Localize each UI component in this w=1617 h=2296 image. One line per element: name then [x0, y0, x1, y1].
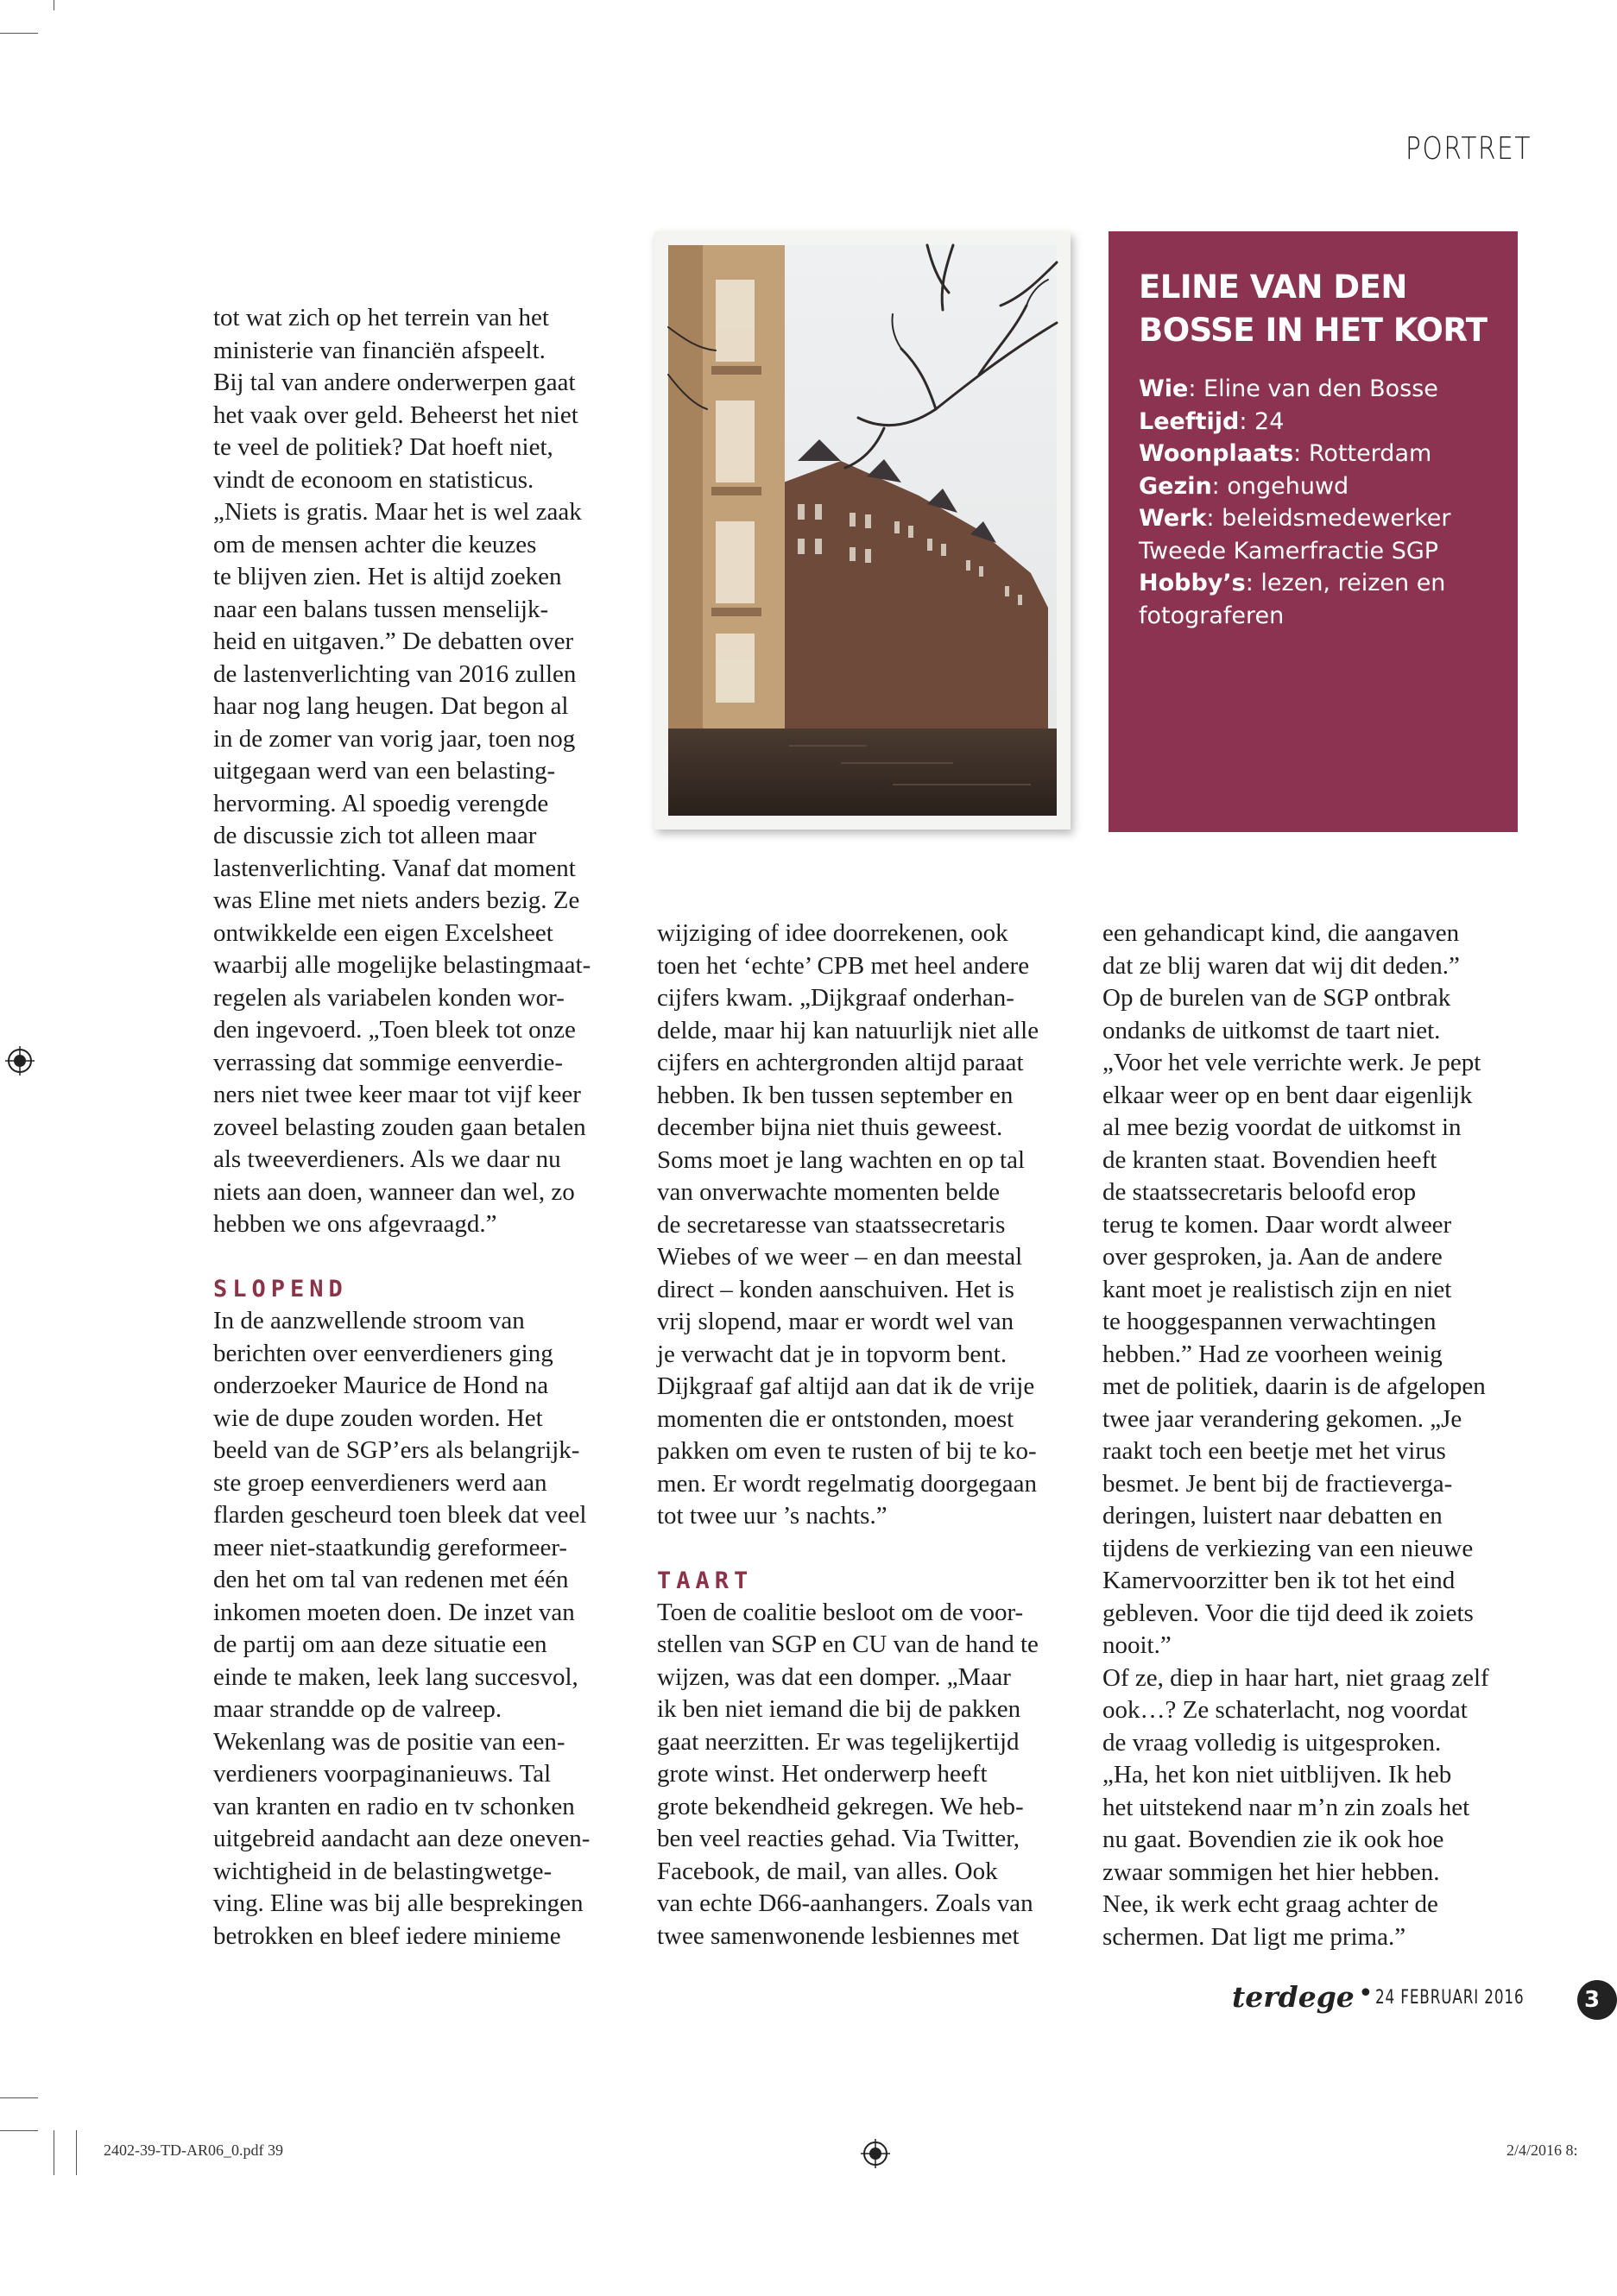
binnenhof-photo — [668, 245, 1057, 816]
article-column-1-intro — [213, 302, 628, 1241]
paragraph: Toen de coalitie besloot om de voor- stellen van SGP en CU van de hand te wijzen, was dat een domper. „Maar ik ben niet iemand die bij de pakken gaat neerzitten. Er was tegelijkertijd grote winst. Het onderwerp heeft grote bekendheid gekregen. We heb- ben veel reacties gehad. Via Twitter, Facebook, de mail, van alles. Ook van echte D66-aanhangers. Zoals van twee samenwonende lesbiennes met — [657, 1598, 1039, 1950]
article-column-2 — [657, 918, 1080, 1952]
info-box-facts — [1139, 373, 1501, 632]
fact-leeftijd: Leeftijd: 24 — [1139, 407, 1285, 435]
subhead-slopend: SLOPEND — [213, 1276, 348, 1303]
paragraph: tot wat zich op het terrein van het ministerie van financiën afspeelt. Bij tal van andere onderwerpen gaat het vaak over geld. Beheerst het niet te veel de politiek? Dat hoeft niet, vindt de econoom en statisticus. „Niets is gratis. Maar het is wel zaak om de mensen achter die keuzes te blijven zien. Het is altijd zoeken naar een balans tussen menselijk- heid en uitgaven.” De debatten over de lastenverlichting van 2016 zullen haar nog lang heugen. Dat begon al in de zomer van vorig jaar, toen nog uitgegaan werd van een belasting- hervorming. Al spoedig verengde de discussie zich tot alleen maar lastenverlichting. Vanaf dat moment was Eline met niets anders bezig. Ze ontwikkelde een eigen Excelsheet waarbij alle mogelijke belastingmaat- regelen als variabelen konden wor- den ingevoerd. „Toen bleek tot onze verrassing dat sommige eenverdie- ners niet twee keer maar tot vijf keer zoveel belasting zouden gaan betalen als tweeverdieners. Als we daar nu niets aan doen, wanneer dan wel, zo hebben we ons afgevraagd.” — [213, 304, 591, 1238]
info-box — [1109, 231, 1518, 832]
magazine-name: terdege — [1232, 1980, 1355, 2014]
article-column-1-body — [213, 1273, 628, 1952]
fact-werk: Werk: beleidsmedewerker Tweede Kamerfractie SGP — [1139, 505, 1451, 565]
photo-frame — [654, 231, 1071, 829]
paragraph: een gehandicapt kind, die aangaven dat ze blij waren dat wij dit deden.” Op de burelen van de SGP ontbrak ondanks de uitkomst de taart niet. „Voor het vele verrichte werk. Je pept elkaar weer op en bent daar eigenlijk al mee bezig voordat de uitkomst in de kranten staat. Bovendien heeft de staatssecretaris beloofd erop terug te komen. Daar wordt alweer over gesproken, ja. Aan de andere kant moet je realistisch zijn en niet te hooggespannen verwachtingen hebben.” Had ze voorheen weinig met de politiek, daarin is de afgelopen twee jaar verandering gekomen. „Je raakt toch een beetje met het virus besmet. Je bent bij de fractieverga- deringen, luistert naar debatten en tijdens de verkiezing van een nieuwe Kamervoorzitter ben ik tot het eind gebleven. Voor die tijd deed ik zoiets nooit.” Of ze, diep in haar hart, niet graag zelf ook…? Ze schaterlacht, nog voordat de vraag volledig is uitgesproken. „Ha, het kon niet uitblijven. Ik heb het uitstekend naar m’n zin zoals het nu gaat. Bovendien zie ik ook hoe zwaar sommigen het hier hebben. Nee, ik werk echt graag achter de schermen. Dat ligt me prima.” — [1102, 919, 1489, 1951]
fact-wie: Wie: Eline van den Bosse — [1139, 375, 1438, 402]
paragraph: In de aanzwellende stroom van berichten over eenverdieners ging onderzoeker Maurice de Hond na wie de dupe zouden worden. Het beeld van de SGP’ers als belangrijk- ste groep eenverdieners werd aan flarden gescheurd toen bleek dat veel meer niet-staatkundig gereformeer- den het om tal van redenen met één inkomen moeten doen. De inzet van de partij om aan deze situatie een einde te maken, leek lang succesvol, maar strandde op de valreep. Wekenlang was de positie van een- verdieners voorpaginanieuws. Tal van kranten en radio en tv schonken uitgebreid aandacht aan deze oneven- wichtigheid in de belastingwetge- ving. Eline was bij alle besprekingen betrokken en bleef iedere minieme — [213, 1307, 591, 1950]
footer-bullet: • — [1358, 1978, 1374, 2009]
paragraph: wijziging of idee doorrekenen, ook toen het ‘echte’ CPB met heel andere cijfers kwam. „Dijkgraaf onderhan- delde, maar hij kan natuurlijk niet alle cijfers en achtergronden altijd paraat hebben. Ik ben tussen september en december bijna niet thuis geweest. Soms moet je lang wachten en op tal van onverwachte momenten belde de secretaresse van staatssecretaris Wiebes of we weer – en dan meestal direct – konden aanschuiven. Het is vrij slopend, maar er wordt wel van je verwacht dat je in topvorm bent. Dijkgraaf gaf altijd aan dat ik de vrije momenten die er ontstonden, moest pakken om even te rusten of bij te ko- men. Er wordt regelmatig doorgegaan tot twee uur ’s nachts.” — [657, 919, 1039, 1530]
crop-mark — [0, 2130, 38, 2131]
print-slug-timestamp: 2/4/2016 8: — [1506, 2141, 1578, 2159]
subhead-taart: TAART — [657, 1567, 754, 1594]
crop-mark — [0, 33, 38, 34]
crop-mark — [0, 2097, 38, 2098]
page-number: 3 — [1577, 1980, 1617, 2020]
issue-date: 24 FEBRUARI 2016 — [1375, 1987, 1525, 2009]
article-column-3 — [1102, 918, 1525, 1953]
info-box-title: ELINE VAN DEN BOSSE IN HET KORT — [1139, 268, 1488, 349]
fact-gezin: Gezin: ongehuwd — [1139, 472, 1349, 500]
print-slug-file: 2402-39-TD-AR06_0.pdf 39 — [104, 2141, 283, 2159]
fact-woonplaats: Woonplaats: Rotterdam — [1139, 440, 1432, 467]
registration-mark-icon — [861, 2139, 890, 2168]
crop-mark — [76, 2130, 77, 2175]
fact-hobbys: Hobby’s: lezen, reizen en fotograferen — [1139, 570, 1446, 629]
section-label: PORTRET — [1405, 131, 1532, 167]
registration-mark-icon — [5, 1046, 35, 1075]
